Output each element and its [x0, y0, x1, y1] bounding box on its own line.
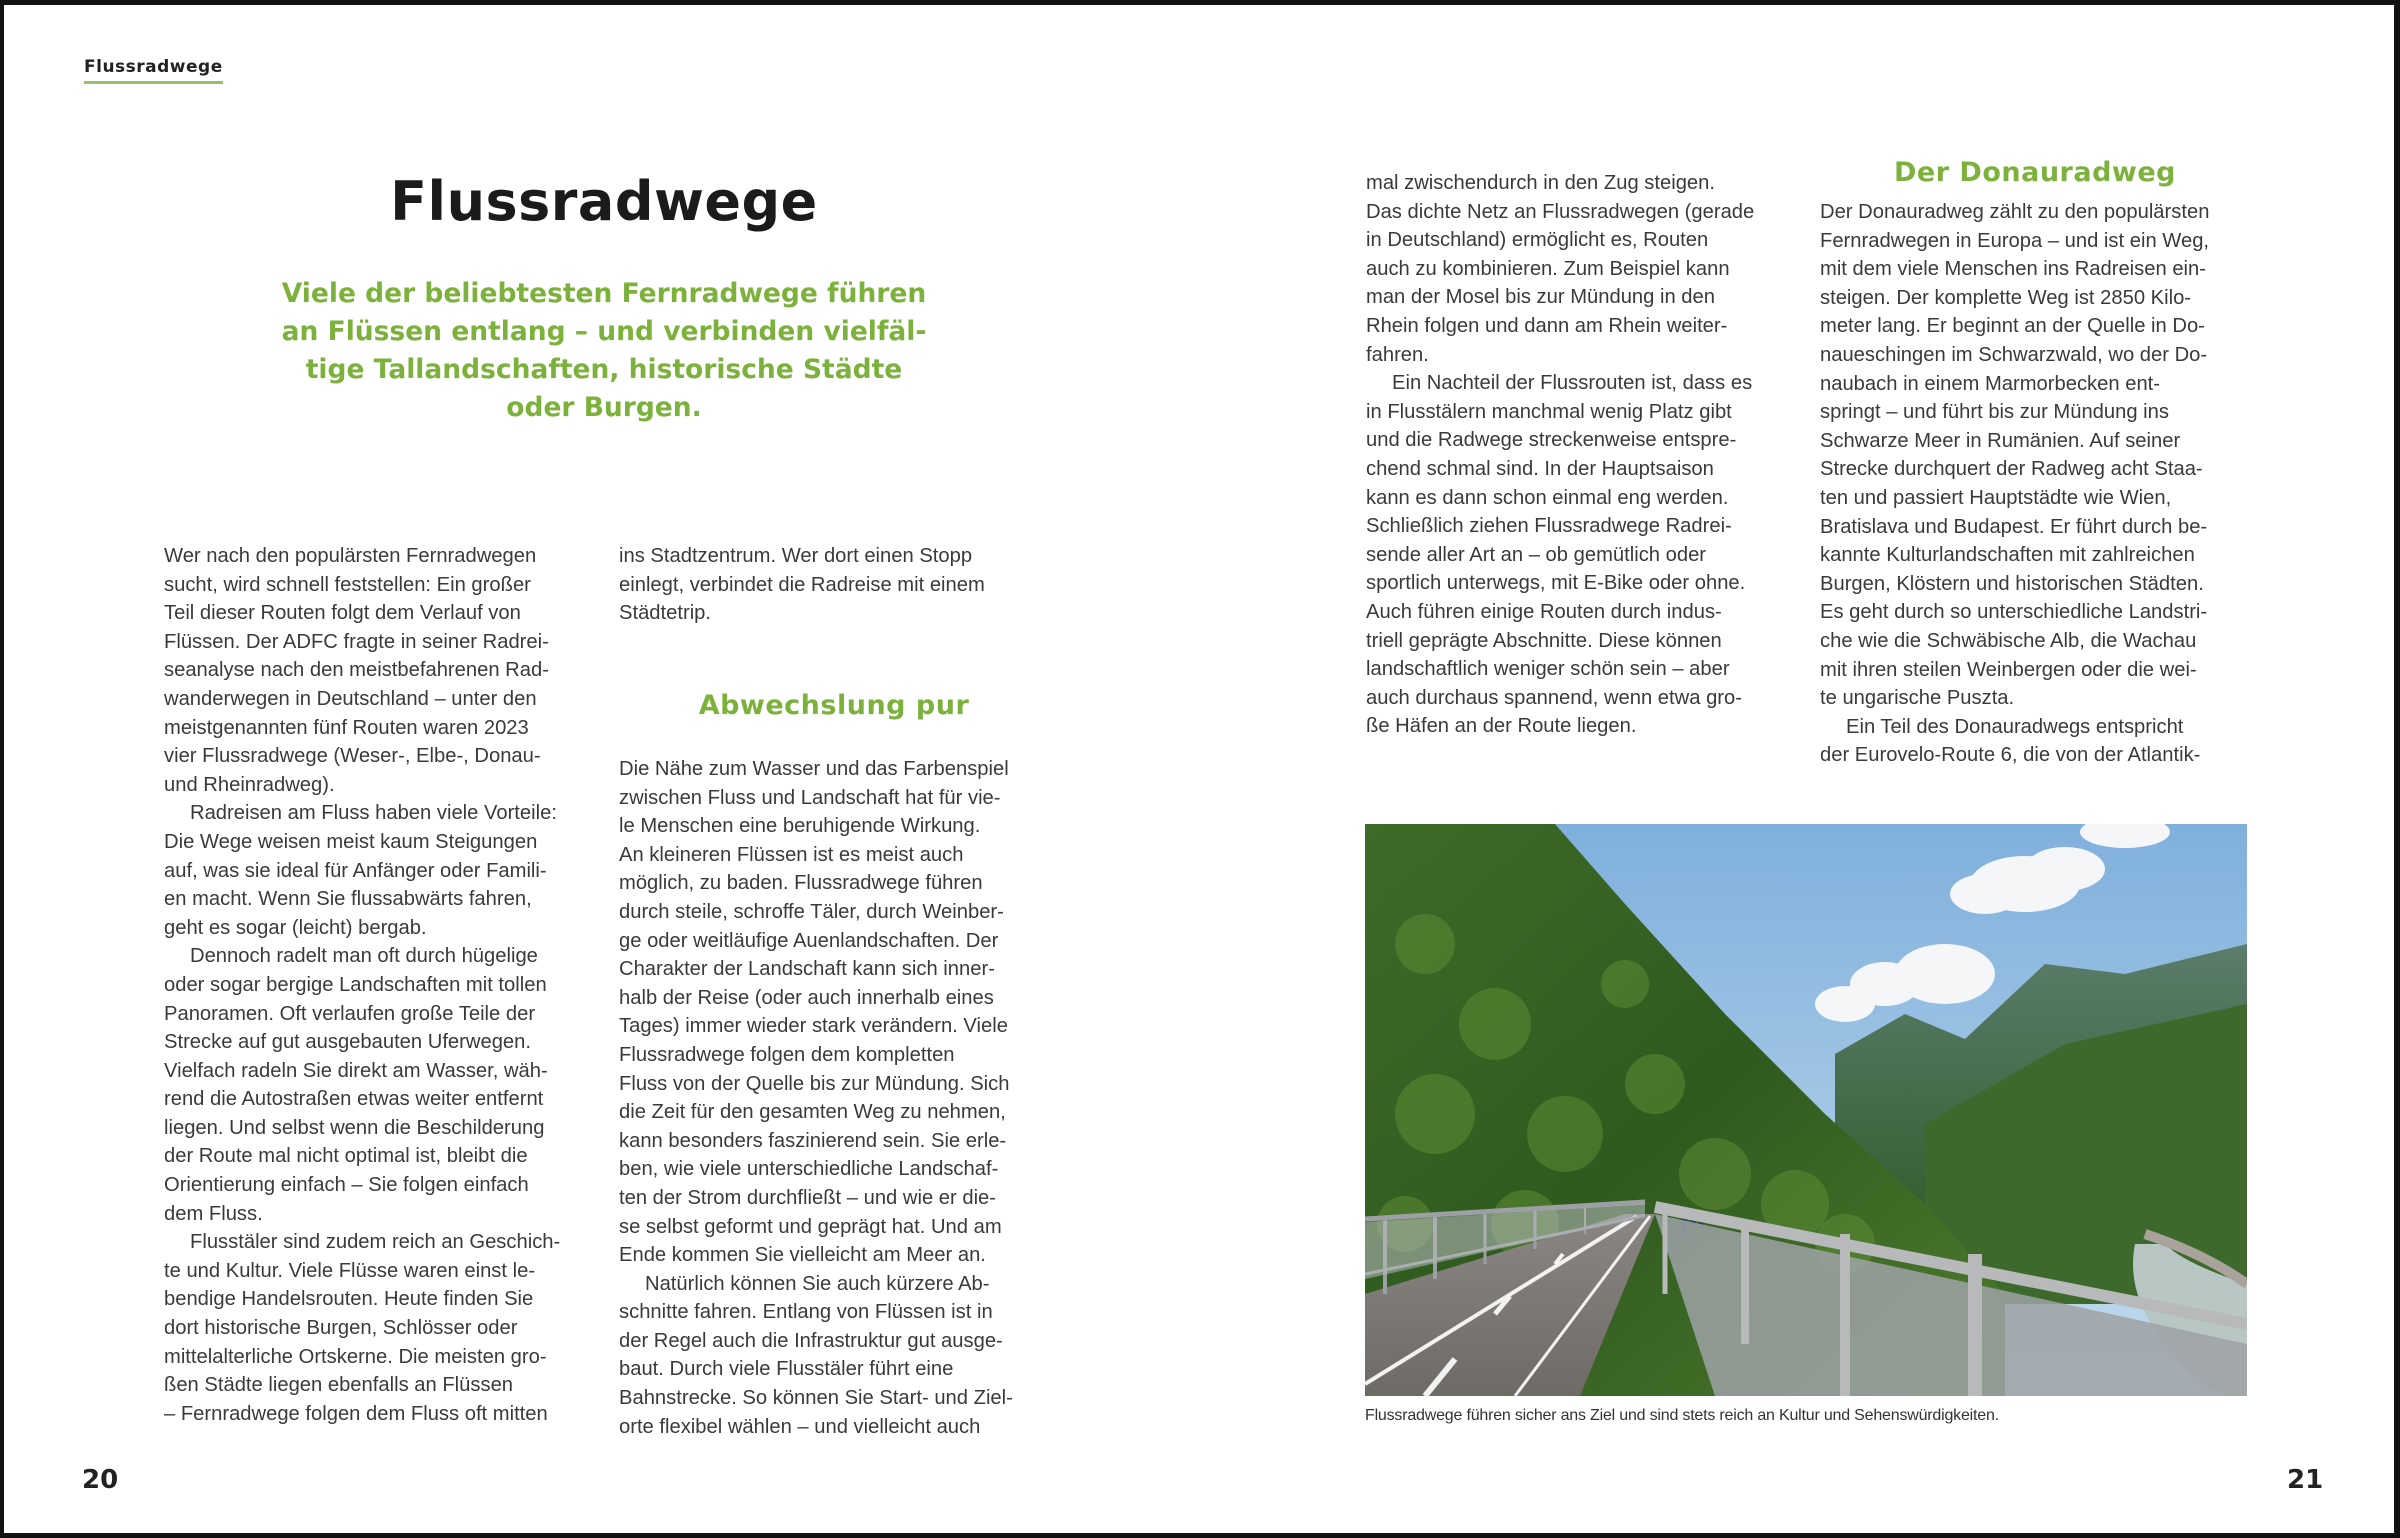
text-line: in Flusstälern manchmal wenig Platz gibt: [1366, 400, 1732, 423]
text-line: baut. Durch viele Flusstäler führt eine: [619, 1358, 954, 1381]
lede-paragraph: [274, 275, 934, 427]
text-line: möglich, zu baden. Flussradwege führen: [619, 872, 983, 895]
text-line: Charakter der Landschaft kann sich inner-: [619, 958, 995, 981]
text-line: schnitte fahren. Entlang von Flüssen ist in: [619, 1301, 993, 1324]
text-line: sucht, wird schnell feststellen: Ein großer: [164, 573, 531, 596]
text-line: in Deutschland) ermöglicht es, Routen: [1366, 229, 1709, 252]
text-line: Natürlich können Sie auch kürzere Ab-: [645, 1272, 990, 1295]
landscape-photo-illustration: [1365, 824, 2247, 1396]
text-line: meter lang. Er beginnt an der Quelle in Do-: [1820, 315, 2205, 338]
text-line: Ende kommen Sie vielleicht am Meer an.: [619, 1244, 986, 1267]
book-spread: [4, 5, 2394, 1533]
text-line: Orientierung einfach – Sie folgen einfach: [164, 1174, 529, 1197]
text-line: ten der Strom durchfließt – und wie er die-: [619, 1186, 997, 1209]
page-number-right: 21: [2287, 1465, 2324, 1495]
text-line: Dennoch radelt man oft durch hügelige: [190, 945, 538, 968]
lede-line: Viele der beliebtesten Fernradwege führen: [281, 278, 927, 309]
text-line: springt – und führt bis zur Mündung ins: [1820, 401, 2169, 424]
text-line: ins Stadtzentrum. Wer dort einen Stopp: [619, 545, 973, 567]
body-column-2: [619, 755, 1049, 1441]
text-line: dem Fluss.: [164, 1202, 263, 1225]
text-line: liegen. Und selbst wenn die Beschilderung: [164, 1116, 545, 1139]
text-line: Städtetrip.: [619, 602, 712, 625]
subhead-donauradweg: Der Donauradweg: [1893, 157, 2176, 188]
text-line: und die Radwege streckenweise entspre-: [1366, 429, 1737, 452]
text-line: Schließlich ziehen Flussradwege Radrei-: [1366, 515, 1732, 538]
text-line: Fluss von der Quelle bis zur Mündung. Sich: [619, 1072, 1010, 1095]
text-line: mit ihren steilen Weinbergen oder die wei-: [1820, 658, 2197, 681]
text-line: te ungarische Puszta.: [1820, 687, 2015, 710]
text-line: Burgen, Klöstern und historischen Städten.: [1820, 572, 2204, 595]
text-line: ßen Städte liegen ebenfalls an Flüssen: [164, 1374, 514, 1397]
text-line: Vielfach radeln Sie direkt am Wasser, wäh-: [164, 1059, 548, 1082]
text-line: Rhein folgen und dann am Rhein weiter-: [1366, 314, 1728, 337]
body-column-3: [1366, 169, 1796, 741]
text-line: einlegt, verbindet die Radreise mit einem: [619, 573, 985, 596]
text-line: Flussradwege folgen dem kompletten: [619, 1043, 955, 1066]
text-line: naueschingen im Schwarzwald, wo der Do-: [1820, 343, 2208, 366]
text-line: der Route mal nicht optimal ist, bleibt die: [164, 1145, 528, 1168]
body-column-4: [1820, 198, 2250, 770]
text-line: dort historische Burgen, Schlösser oder: [164, 1317, 518, 1340]
text-line: seanalyse nach den meistbefahrenen Rad-: [164, 659, 549, 682]
text-line: sende aller Art an – ob gemütlich oder: [1366, 543, 1707, 566]
text-line: auch zu kombinieren. Zum Beispiel kann: [1366, 257, 1730, 280]
text-line: te und Kultur. Viele Flüsse waren einst le-: [164, 1259, 536, 1282]
text-line: steigen. Der komplette Weg ist 2850 Kilo-: [1820, 286, 2192, 309]
text-line: sportlich unterwegs, mit E-Bike oder ohne.: [1366, 572, 1746, 595]
text-line: die Zeit für den gesamten Weg zu nehmen,: [619, 1101, 1006, 1124]
text-line: ge oder weitläufige Auenlandschaften. Der: [619, 929, 999, 952]
text-line: Panoramen. Oft verlaufen große Teile der: [164, 1002, 536, 1025]
text-line: Auch führen einige Routen durch indus-: [1366, 600, 1722, 623]
running-head: Flussradwege: [84, 57, 223, 84]
page-number-left: 20: [82, 1465, 119, 1495]
text-line: Das dichte Netz an Flussradwegen (gerade: [1366, 200, 1755, 223]
text-line: Flüssen. Der ADFC fragte in seiner Radrei-: [164, 630, 549, 653]
text-line: kannte Kulturlandschaften mit zahlreichen: [1820, 544, 2195, 567]
text-line: Bratislava und Budapest. Er führt durch be-: [1820, 515, 2208, 538]
text-line: Wer nach den populärsten Fernradwegen: [164, 545, 537, 567]
text-line: Bahnstrecke. So können Sie Start- und Ziel-: [619, 1387, 1013, 1410]
text-line: man der Mosel bis zur Mündung in den: [1366, 286, 1715, 309]
text-line: mit dem viele Menschen ins Radreisen ein-: [1820, 258, 2206, 281]
text-line: Teil dieser Routen folgt dem Verlauf von: [164, 602, 521, 625]
text-line: – Fernradwege folgen dem Fluss oft mitten: [164, 1402, 548, 1425]
text-line: wanderwegen in Deutschland – unter den: [164, 687, 537, 710]
text-line: Ein Nachteil der Flussrouten ist, dass es: [1392, 372, 1753, 395]
text-line: orte flexibel wählen – und vielleicht auch: [619, 1415, 981, 1438]
text-line: naubach in einem Marmorbecken ent-: [1820, 372, 2161, 395]
text-line: se selbst geformt und geprägt hat. Und am: [619, 1215, 1002, 1238]
text-line: vier Flussradwege (Weser-, Elbe-, Donau-: [164, 745, 541, 768]
text-line: Strecke durchquert der Radweg acht Staa-: [1820, 458, 2203, 481]
lede-line: tige Tallandschaften, historische Städte: [305, 354, 903, 385]
text-line: Es geht durch so unterschiedliche Landstri-: [1820, 601, 2208, 624]
text-line: kann besonders faszinierend sein. Sie erle-: [619, 1129, 1007, 1152]
text-line: landschaftlich weniger schön sein – aber: [1366, 658, 1730, 681]
text-line: rend die Autostraßen etwas weiter entfernt: [164, 1088, 544, 1111]
text-line: triell geprägte Abschnitte. Diese können: [1366, 629, 1722, 652]
text-line: kann es dann schon einmal eng werden.: [1366, 486, 1729, 509]
text-line: der Eurovelo-Route 6, die von der Atlantik-: [1820, 744, 2201, 767]
text-line: ten und passiert Hauptstädte wie Wien,: [1820, 486, 2172, 509]
text-line: mal zwischendurch in den Zug steigen.: [1366, 172, 1715, 194]
text-line: fahren.: [1366, 343, 1429, 366]
text-line: Radreisen am Fluss haben viele Vorteile:: [190, 802, 557, 825]
text-line: Tages) immer wieder stark verändern. Viele: [619, 1015, 1008, 1038]
text-line: durch steile, schroffe Täler, durch Weinber-: [619, 900, 1004, 923]
text-line: en macht. Wenn Sie flussabwärts fahren,: [164, 888, 532, 911]
text-line: geht es sogar (leicht) bergab.: [164, 916, 427, 939]
cycle-path-photo: [1365, 824, 2247, 1396]
text-line: ße Häfen an der Route liegen.: [1366, 715, 1637, 738]
text-line: zwischen Fluss und Landschaft hat für vie-: [619, 786, 1001, 809]
page-title: Flussradwege: [390, 170, 818, 233]
text-line: An kleineren Flüssen ist es meist auch: [619, 843, 964, 866]
text-line: Flusstäler sind zudem reich an Geschich-: [190, 1231, 561, 1254]
text-line: oder sogar bergige Landschaften mit tollen: [164, 973, 547, 996]
photo-caption: Flussradwege führen sicher ans Ziel und sind stets reich an Kultur und Sehenswürdigkeiten.: [1365, 1407, 1999, 1424]
text-line: mittelalterliche Ortskerne. Die meisten gro-: [164, 1345, 547, 1368]
text-line: Die Nähe zum Wasser und das Farbenspiel: [619, 758, 1009, 780]
text-line: Schwarze Meer in Rumänien. Auf seiner: [1820, 429, 2181, 452]
text-line: meistgenannten fünf Routen waren 2023: [164, 716, 529, 739]
subhead-abwechslung: Abwechslung pur: [698, 690, 970, 721]
body-column-1: [164, 542, 584, 1428]
text-line: halb der Reise (oder auch innerhalb eines: [619, 986, 994, 1009]
text-line: Der Donauradweg zählt zu den populärsten: [1820, 201, 2210, 223]
text-line: ben, wie viele unterschiedliche Landschaf-: [619, 1158, 999, 1181]
text-line: Ein Teil des Donauradwegs entspricht: [1846, 715, 2184, 738]
lede-line: oder Burgen.: [506, 392, 702, 423]
text-line: che wie die Schwäbische Alb, die Wachau: [1820, 629, 2197, 652]
lede-line: an Flüssen entlang – und verbinden vielfäl-: [281, 316, 927, 347]
text-line: Die Wege weisen meist kaum Steigungen: [164, 830, 538, 853]
text-line: le Menschen eine beruhigende Wirkung.: [619, 815, 981, 838]
text-line: der Regel auch die Infrastruktur gut ausge-: [619, 1329, 1003, 1352]
text-line: Strecke auf gut ausgebauten Uferwegen.: [164, 1031, 531, 1054]
text-line: auch durchaus spannend, wenn etwa gro-: [1366, 686, 1742, 709]
text-line: und Rheinradweg).: [164, 773, 335, 796]
text-line: bendige Handelsrouten. Heute finden Sie: [164, 1288, 534, 1311]
text-line: Fernradwegen in Europa – und ist ein Weg,: [1820, 229, 2210, 252]
body-column-2-intro: [619, 542, 1049, 628]
text-line: chend schmal sind. In der Hauptsaison: [1366, 457, 1714, 480]
text-line: auf, was sie ideal für Anfänger oder Famili-: [164, 859, 547, 882]
